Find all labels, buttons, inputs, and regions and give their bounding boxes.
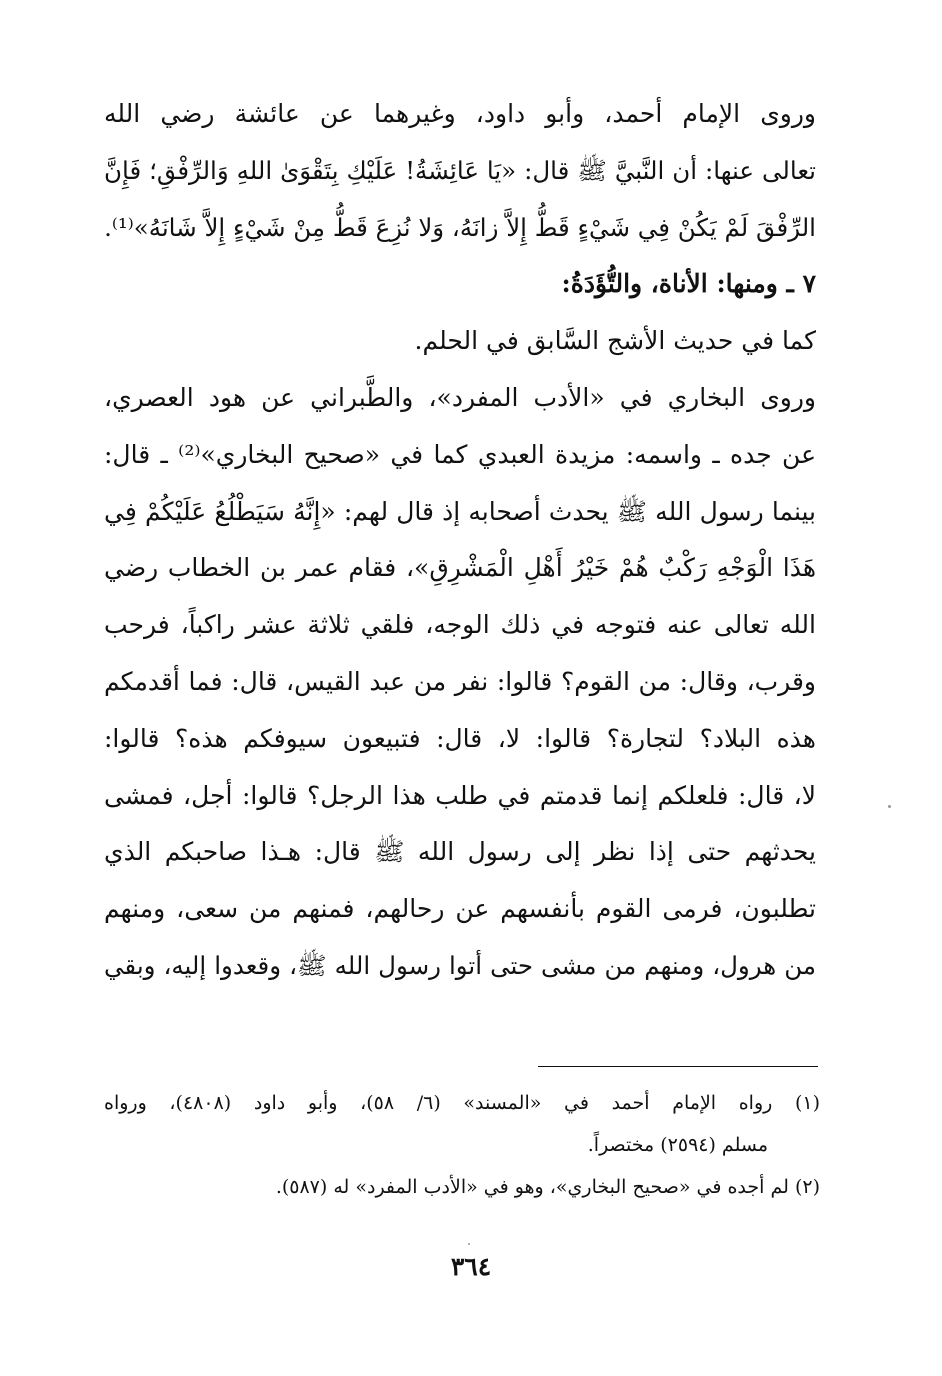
body-line: عن جده ـ واسمه: مزيدة العبدي كما في «صحيح البخاري»⁽²⁾ ـ قال: xyxy=(104,439,816,469)
body-line: الله تعالى عنه فتوجه في ذلك الوجه، فلقي ثلاثة عشر راكباً، فرحب xyxy=(104,610,816,640)
body-line: تطلبون، فرمى القوم بأنفسهم عن رحالهم، فمنهم من سعى، ومنهم xyxy=(104,894,816,924)
page-number: ٣٦٤ xyxy=(450,1252,492,1281)
body-line: هذه البلاد؟ لتجارة؟ قالوا: لا، قال: فتبيعون سيوفكم هذه؟ قالوا: xyxy=(104,723,816,753)
body-line: بينما رسول الله ﷺ يحدث أصحابه إذ قال لهم: «إِنَّهُ سَيَطْلُعُ عَلَيْكُمْ فِي xyxy=(104,496,816,526)
body-text xyxy=(104,86,816,995)
footnote-divider xyxy=(538,1066,818,1067)
footnote-1: (١) رواه الإمام أحمد في «المسند» (٦/ ٥٨)، وأبو داود (٤٨٠٨)، ورواه xyxy=(104,1092,820,1114)
body-line: لا، قال: فلعلكم إنما قدمتم في طلب هذا الرجل؟ قالوا: أجل، فمشى xyxy=(104,780,816,810)
scan-speck xyxy=(888,805,891,808)
body-line: تعالى عنها: أن النَّبيَّ ﷺ قال: «يَا عَائِشَةُ! عَلَيْكِ بِتَقْوَىٰ اللهِ وَالرِّفْقِ؛ فَإِنَّ xyxy=(104,155,816,185)
body-line: هَذَا الْوَجْهِ رَكْبٌ هُمْ خَيْرُ أَهْلِ الْمَشْرِقِ»، فقام عمر بن الخطاب رضي xyxy=(104,553,816,583)
footnote-1-continuation: مسلم (٢٥٩٤) مختصراً. xyxy=(587,1134,768,1156)
footnote-2: (٢) لم أجده في «صحيح البخاري»، وهو في «الأدب المفرد» له (٥٨٧). xyxy=(275,1176,820,1198)
body-line: وقرب، وقال: من القوم؟ قالوا: نفر من عبد القيس، قال: فما أقدمكم xyxy=(104,666,816,696)
footnotes xyxy=(104,1082,820,1208)
body-line: يحدثهم حتى إذا نظر إلى رسول الله ﷺ قال: هـذا صاحبكم الذي xyxy=(104,837,816,867)
body-line: الرِّفْقَ لَمْ يَكُنْ فِي شَيْءٍ قَطُّ إِلاَّ زانَهُ، وَلا نُزِعَ قَطُّ مِنْ شَيْءٍ إِلاَّ شَانَهُ»⁽¹⁾. xyxy=(104,212,816,242)
body-line: وروى الإمام أحمد، وأبو داود، وغيرهما عن عائشة رضي الله xyxy=(104,99,816,128)
section-heading: ٧ ـ ومنها: الأناة، والتُّؤَدَةُ: xyxy=(561,269,816,299)
scan-speck xyxy=(468,1243,470,1245)
body-line: من هرول، ومنهم من مشى حتى أتوا رسول الله ﷺ، وقعدوا إليه، وبقي xyxy=(104,950,816,980)
body-line: كما في حديث الأشج السَّابق في الحلم. xyxy=(414,326,816,356)
body-line: وروى البخاري في «الأدب المفرد»، والطَّبراني عن هود العصري، xyxy=(104,382,816,412)
